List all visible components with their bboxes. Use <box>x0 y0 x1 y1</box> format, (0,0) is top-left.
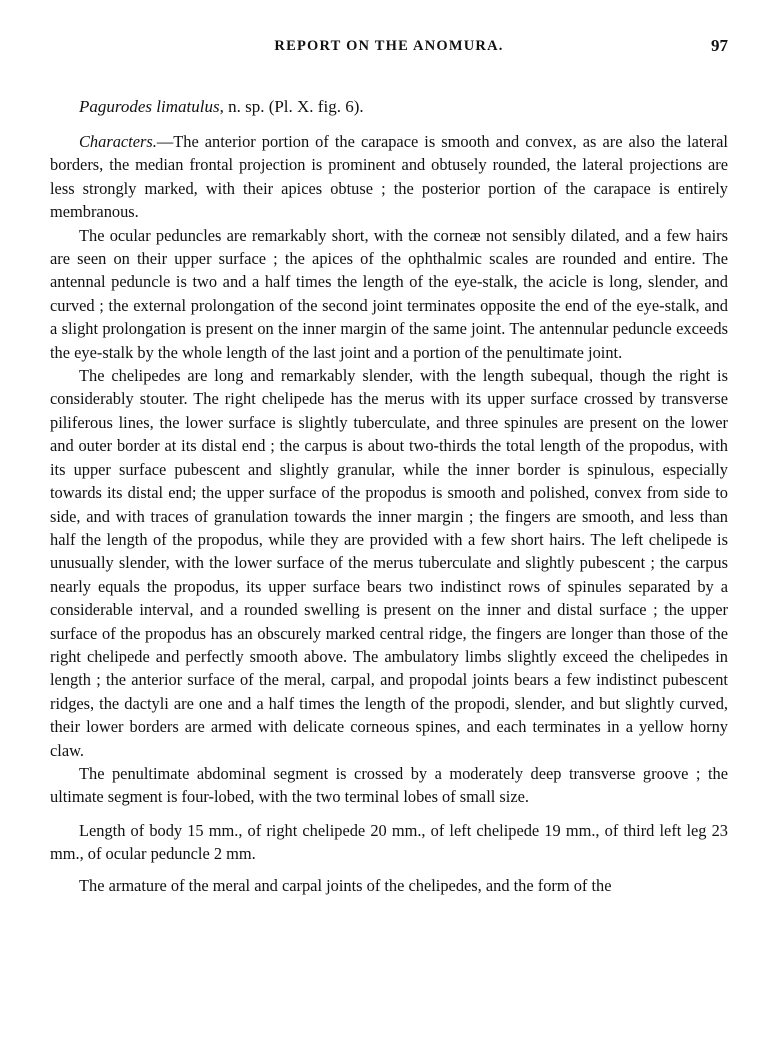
paragraph-characters <box>50 130 728 224</box>
document-page <box>50 38 728 897</box>
species-description <box>50 130 728 897</box>
paragraph-armature: The armature of the meral and carpal joints of the chelipedes, and the form of the <box>79 875 612 895</box>
paragraph-chelipedes: The chelipedes are long and remarkably slender, with the length subequal, though the right is considerably stouter. The right chelipede has the merus with its upper surface crossed by transverse piliferous lines, the lower surface is slightly tuberculate, and three spinules are present on the lower and outer border at its distal end ; the carpus is about two-thirds the total length of the propodus, with its upper surface pubescent and slightly granular, while the inner border is spinulous, especially towards its distal end; the upper surface of the propodus is smooth and polished, convex from side to side, and with traces of granulation towards the inner margin ; the fingers are smooth, and less than half the length of the propodus, while they are provided with a few short hairs. The left chelipede is unusually slender, with the lower surface of the merus tuberculate and slightly pubescent ; the carpus nearly equals the propodus, its upper surface bears two indistinct rows of spinules separated by a considerable interval, and a rounded swelling is present on the inner and distal surface ; the upper surface of the propodus has an obscurely marked central ridge, the fingers are longer than those of the right chelipede and perfectly smooth above. The ambulatory limbs slightly exceed the chelipedes in length ; the anterior surface of the meral, carpal, and propodal joints bears a few indistinct pubescent ridges, the dactyli are one and a half times the length of the propodi, slender, and but slightly curved, their lower borders are armed with delicate corneous spines, and each terminates in a yellow horny claw. <box>50 366 728 760</box>
running-head: REPORT ON THE ANOMURA. <box>274 38 504 54</box>
characters-text: —The anterior portion of the carapace is smooth and convex, as are also the lateral borders, the median frontal projection is prominent and obtusely rounded, the lateral projections are less strongly marked, with their apices obtuse ; the posterior portion of the carapace is entirely membranous. <box>50 132 728 222</box>
paragraph-ocular: The ocular peduncles are remarkably short, with the corneæ not sensibly dilated, and a few hairs are seen on their upper surface ; the apices of the ophthalmic scales are rounded and entire. The antennal peduncle is two and a half times the length of the eye-stalk, the acicle is long, slender, and curved ; the external prolongation of the second joint terminates opposite the end of the eye-stalk, and a slight prolongation is present on the inner margin of the same joint. The antennular peduncle exceeds the eye-stalk by the whole length of the last joint and a portion of the penultimate joint. <box>50 225 728 362</box>
species-name: Pagurodes limatulus <box>79 97 220 116</box>
paragraph-measurements: Length of body 15 mm., of right chelipede 20 mm., of left chelipede 19 mm., of third left leg 23 mm., of ocular peduncle 2 mm. <box>50 820 728 864</box>
species-suffix: , n. sp. (Pl. X. fig. 6). <box>219 97 364 116</box>
page-header <box>50 38 728 62</box>
characters-runin-heading: Characters. <box>79 132 157 151</box>
paragraph-abdomen: The penultimate abdominal segment is crossed by a moderately deep transverse groove ; the ultimate segment is four-lobed, with the two terminal lobes of small size. <box>50 763 728 807</box>
species-heading <box>79 96 728 118</box>
page-number: 97 <box>711 36 728 55</box>
